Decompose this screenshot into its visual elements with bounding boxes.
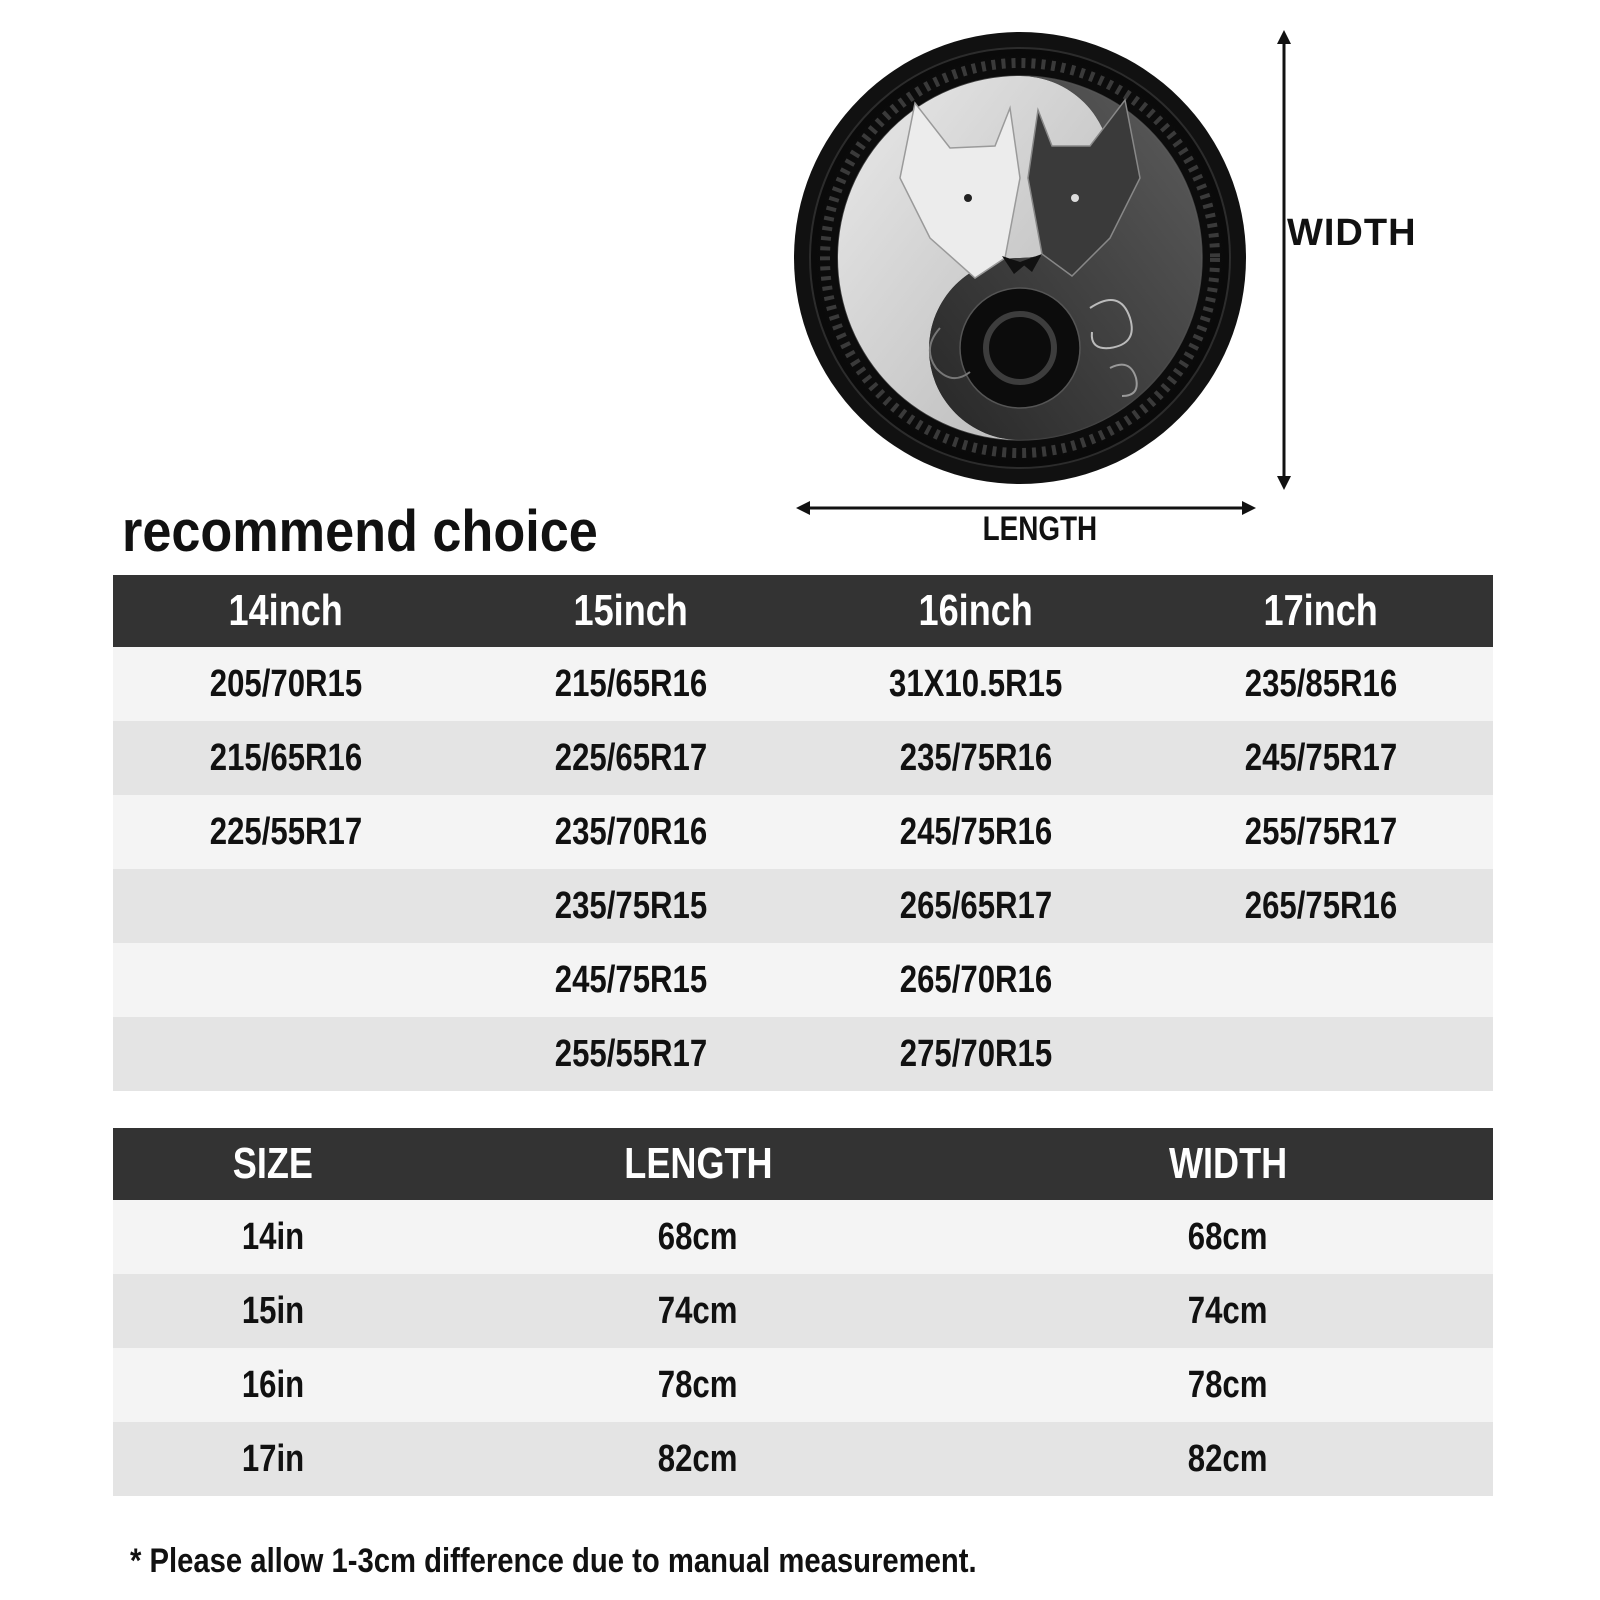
table-cell-text: 68cm xyxy=(1188,1215,1268,1258)
column-header-text: 17inch xyxy=(1263,586,1378,635)
column-header-text: SIZE xyxy=(232,1139,314,1188)
table-cell-text: 82cm xyxy=(658,1437,738,1480)
table-row xyxy=(113,795,1493,869)
table-row xyxy=(113,721,1493,795)
column-header xyxy=(433,1139,963,1189)
table-cell-text: 31X10.5R15 xyxy=(888,662,1063,705)
table-row xyxy=(113,1200,1493,1274)
table-cell xyxy=(458,885,803,928)
table-cell-text: 225/55R17 xyxy=(209,810,362,853)
table-cell-text: 82cm xyxy=(1188,1437,1268,1480)
table-cell xyxy=(113,737,458,780)
table-cell xyxy=(1148,811,1493,854)
table-cell xyxy=(1148,959,1493,1002)
column-header xyxy=(113,1139,433,1189)
table-row xyxy=(113,943,1493,1017)
table-cell-text: 235/75R15 xyxy=(554,884,707,927)
size-table xyxy=(113,1128,1493,1496)
table-cell xyxy=(803,885,1148,928)
table-cell-text: 15in xyxy=(241,1289,305,1332)
length-label xyxy=(940,510,1140,549)
table-cell xyxy=(113,1438,433,1481)
table-row xyxy=(113,1017,1493,1091)
table-cell xyxy=(433,1216,963,1259)
table-cell xyxy=(1148,1033,1493,1076)
table-row xyxy=(113,647,1493,721)
table-cell-text: 265/75R16 xyxy=(1244,884,1397,927)
measurement-note: * Please allow 1-3cm difference due to manual measurement. xyxy=(130,1542,977,1580)
table-cell xyxy=(1148,737,1493,780)
column-header-text: 15inch xyxy=(573,586,688,635)
column-header xyxy=(458,586,803,636)
table-cell xyxy=(963,1364,1493,1407)
table-cell xyxy=(963,1290,1493,1333)
column-header xyxy=(803,586,1148,636)
column-header-text: LENGTH xyxy=(623,1139,773,1188)
table-row xyxy=(113,1274,1493,1348)
table-cell xyxy=(803,959,1148,1002)
table-cell-text: 265/65R17 xyxy=(899,884,1052,927)
table-cell-text: 275/70R15 xyxy=(899,1032,1052,1075)
table-cell xyxy=(458,811,803,854)
table-cell-text: 235/75R16 xyxy=(899,736,1052,779)
column-header xyxy=(963,1139,1493,1189)
fitment-table-header xyxy=(113,575,1493,647)
column-header-text: 16inch xyxy=(918,586,1033,635)
table-row xyxy=(113,1348,1493,1422)
table-cell xyxy=(433,1290,963,1333)
table-cell xyxy=(458,959,803,1002)
table-cell xyxy=(963,1438,1493,1481)
tire-cover-image xyxy=(790,28,1250,488)
table-cell-text: 16in xyxy=(241,1363,305,1406)
table-cell xyxy=(803,663,1148,706)
table-cell xyxy=(1148,663,1493,706)
table-cell xyxy=(433,1364,963,1407)
table-cell xyxy=(803,737,1148,780)
table-cell-text: 78cm xyxy=(658,1363,738,1406)
table-cell xyxy=(113,885,458,928)
table-cell xyxy=(113,1290,433,1333)
table-cell-text: 235/70R16 xyxy=(554,810,707,853)
table-cell-text: 78cm xyxy=(1188,1363,1268,1406)
table-cell xyxy=(803,811,1148,854)
table-cell xyxy=(963,1216,1493,1259)
table-cell xyxy=(458,1033,803,1076)
fitment-table xyxy=(113,575,1493,1091)
size-table-header xyxy=(113,1128,1493,1200)
column-header xyxy=(113,586,458,636)
table-cell-text: 245/75R16 xyxy=(899,810,1052,853)
table-cell-text: 255/75R17 xyxy=(1244,810,1397,853)
table-cell-text: 245/75R17 xyxy=(1244,736,1397,779)
table-cell xyxy=(1148,885,1493,928)
table-cell-text: 225/65R17 xyxy=(554,736,707,779)
table-cell-text: 74cm xyxy=(658,1289,738,1332)
table-cell xyxy=(458,737,803,780)
table-cell-text: 245/75R15 xyxy=(554,958,707,1001)
size-table-body xyxy=(113,1200,1493,1496)
table-cell-text: 215/65R16 xyxy=(209,736,362,779)
table-cell xyxy=(113,1033,458,1076)
column-header xyxy=(1148,586,1493,636)
table-cell xyxy=(458,663,803,706)
table-cell-text: 215/65R16 xyxy=(554,662,707,705)
table-cell xyxy=(803,1033,1148,1076)
table-cell-text: 74cm xyxy=(1188,1289,1268,1332)
table-cell-text: 14in xyxy=(241,1215,305,1258)
table-cell-text: 255/55R17 xyxy=(554,1032,707,1075)
table-cell xyxy=(433,1438,963,1481)
width-arrow xyxy=(1274,30,1294,490)
column-header-text: WIDTH xyxy=(1168,1139,1288,1188)
table-row xyxy=(113,869,1493,943)
table-cell-text: 205/70R15 xyxy=(209,662,362,705)
table-cell-text: 265/70R16 xyxy=(899,958,1052,1001)
table-cell-text: 235/85R16 xyxy=(1244,662,1397,705)
table-cell-text: 68cm xyxy=(658,1215,738,1258)
fitment-table-body xyxy=(113,647,1493,1091)
column-header-text: 14inch xyxy=(228,586,343,635)
width-label: WIDTH xyxy=(1287,212,1417,254)
table-cell-text: 17in xyxy=(241,1437,305,1480)
table-cell xyxy=(113,1216,433,1259)
table-cell xyxy=(113,663,458,706)
table-cell xyxy=(113,811,458,854)
recommend-title: recommend choice xyxy=(122,499,598,564)
length-label-text: LENGTH xyxy=(982,510,1098,548)
table-cell xyxy=(113,959,458,1002)
table-row xyxy=(113,1422,1493,1496)
table-cell xyxy=(113,1364,433,1407)
